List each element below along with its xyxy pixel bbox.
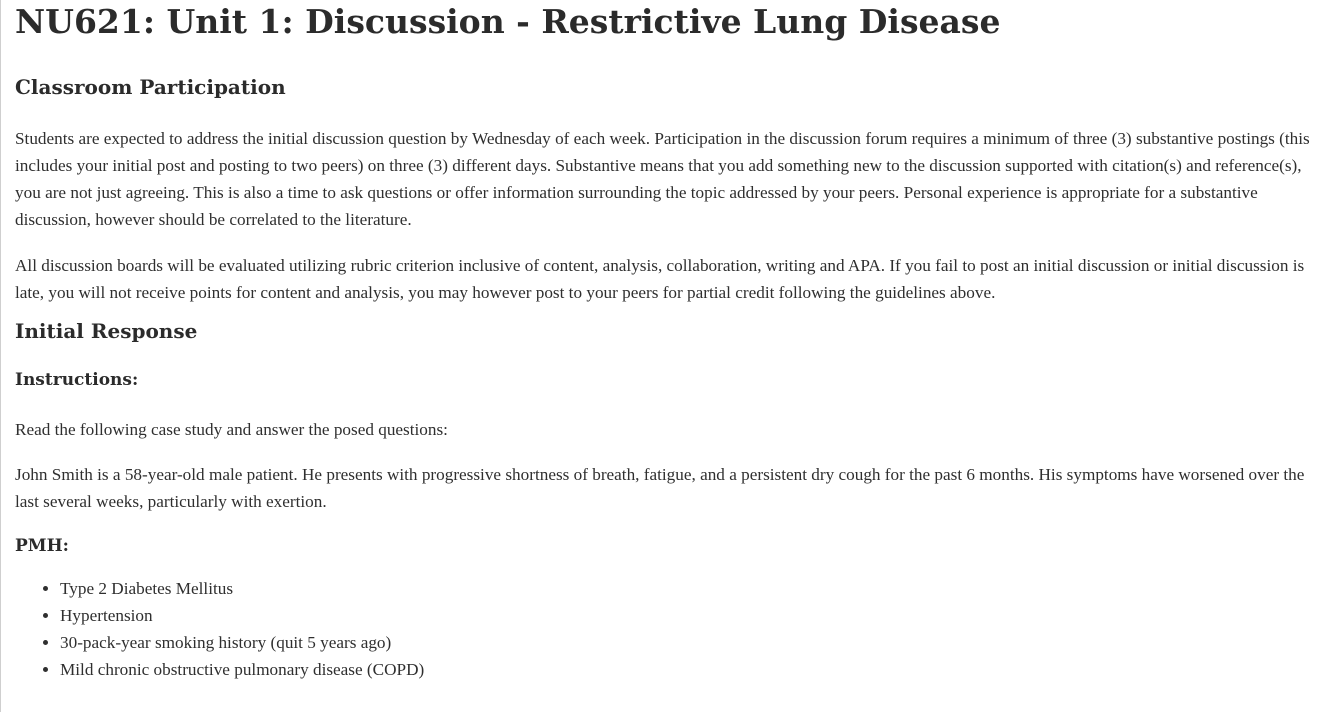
evaluation-paragraph: All discussion boards will be evaluated utilizing rubric criterion inclusive of content, analysis, collaboration, writing and APA. If you fail to post an initial discussion or initial discussion is late, you will not receive points for content and analysis, you may however post to your peers for partial credit following the guidelines above. — [15, 256, 1305, 302]
participation-paragraph: Students are expected to address the initial discussion question by Wednesday of each week. Participation in the discussion forum requires a minimum of three (3) substantive postings (this includes your initial post and posting to two peers) on three (3) different days. Substantive means that you add something new to the discussion supported with citation(s) and reference(s), you are not just agreeing. This is also a time to ask questions or offer information surrounding the topic addressed by your peers. Personal experience is appropriate for a substantive discussion, however should be correlated to the literature. — [15, 129, 1310, 229]
pmh-list-item: • Type 2 Diabetes Mellitus — [60, 575, 1320, 602]
instructions-intro: Read the following case study and answer the posed questions: — [15, 420, 448, 439]
classroom-participation-heading: Classroom Participation — [15, 75, 286, 99]
page-content — [1, 0, 1332, 683]
pmh-list-item: • Mild chronic obstructive pulmonary disease (COPD) — [60, 656, 1320, 683]
pmh-list-item: • 30-pack-year smoking history (quit 5 years ago) — [60, 629, 1320, 656]
pmh-list — [15, 575, 1320, 683]
instructions-heading: Instructions: — [15, 370, 139, 390]
case-study-paragraph: John Smith is a 58-year-old male patient. He presents with progressive shortness of breath, fatigue, and a persistent dry cough for the past 6 months. His symptoms have worsened over the last several weeks, particularly with exertion. — [15, 465, 1305, 511]
page-title: NU621: Unit 1: Discussion - Restrictive Lung Disease — [15, 2, 1001, 41]
pmh-heading: PMH: — [15, 536, 69, 556]
initial-response-heading: Initial Response — [15, 319, 198, 343]
pmh-list-item: • Hypertension — [60, 602, 1320, 629]
